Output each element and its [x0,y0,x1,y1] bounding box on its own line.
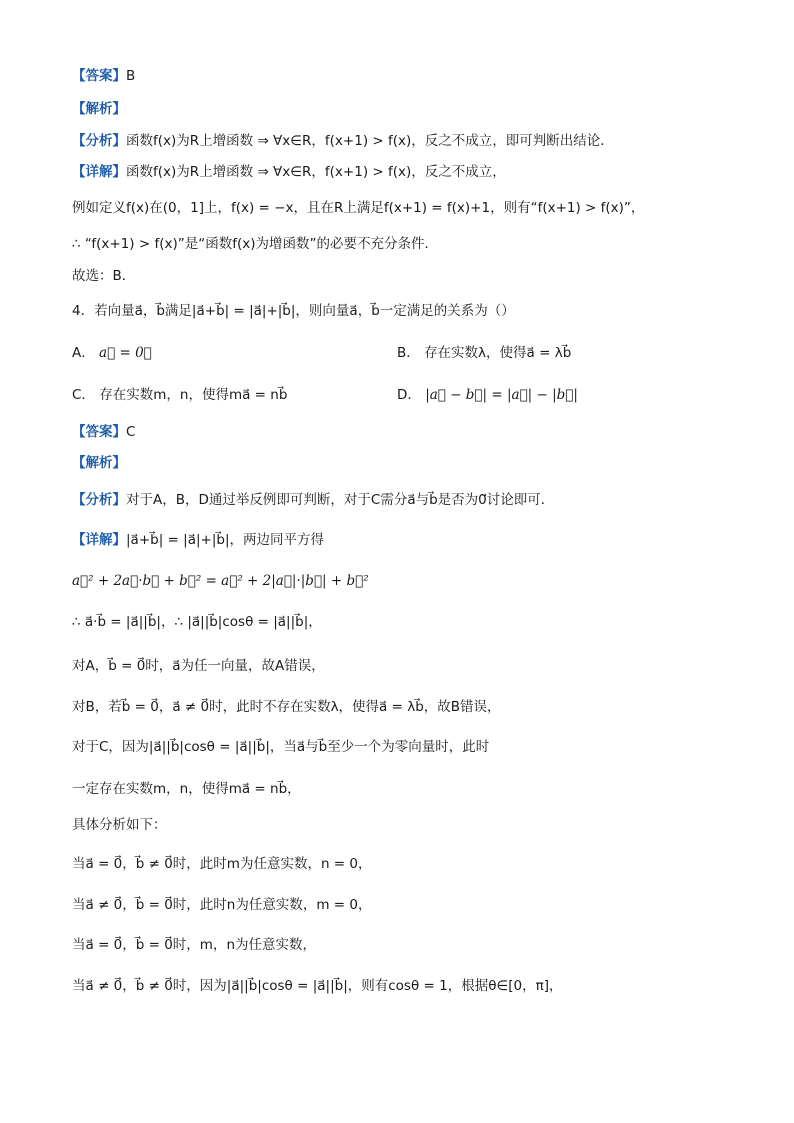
question-stem: 4．若向量a⃗，b⃗满足|a⃗+b⃗| = |a⃗|+|b⃗|，则向量a⃗，b⃗一定满足的关系为（） [72,303,515,319]
answer-text: C [126,424,136,440]
analysis-tag: 【解析】 [72,455,126,471]
brief-analysis-text: 对于A，B，D通过举反例即可判断，对于C需分a⃗与b⃗是否为0⃗讨论即可． [126,492,555,508]
option-text: 存在实数m，n，使得ma⃗ = nb⃗ [99,387,288,403]
option-d [397,385,578,405]
equation-line: a⃗² + 2a⃗·b⃗ + b⃗² = a⃗² + 2|a⃗|·|b⃗| + b⃗² [72,573,369,589]
case-line: 当a⃗ ≠ 0⃗，b⃗ = 0⃗时，此时n为任意实数，m = 0， [72,897,372,913]
answer-line [72,422,135,442]
detail-text: 函数f(x)为R上增函数 ⇒ ∀x∈R，f(x+1) > f(x)，反之不成立， [126,164,506,180]
detail-text: |a⃗+b⃗| = |a⃗|+|b⃗|，两边同平方得 [126,532,324,548]
option-label: B． [397,345,420,361]
option-a [72,343,152,363]
option-b [397,343,571,363]
answer-tag: 【答案】 [72,424,126,440]
brief-analysis-tag: 【分析】 [72,492,126,508]
detail-tag: 【详解】 [72,532,126,548]
answer-text: B [126,68,136,84]
option-label: D． [397,387,421,403]
analysis-heading [72,99,126,119]
option-text: |a⃗ − b⃗| = |a⃗| − |b⃗| [425,387,578,403]
case-line: 当a⃗ = 0⃗，b⃗ = 0⃗时，m，n为任意实数， [72,937,317,953]
detail-text-line: 具体分析如下： [72,817,167,833]
brief-analysis-tag: 【分析】 [72,133,126,149]
detail-text-line: 对B，若b⃗ = 0⃗，a⃗ ≠ 0⃗时，此时不存在实数λ，使得a⃗ = λb⃗，故B错误， [72,699,501,715]
detail-text-line: ∴ “f(x+1) > f(x)”是“函数f(x)为增函数”的必要不充分条件． [72,236,438,252]
brief-analysis-line [72,131,614,151]
analysis-heading [72,453,126,473]
detail-text-line: 对于C，因为|a⃗||b⃗|cosθ = |a⃗||b⃗|，当a⃗与b⃗至少一个为零向量时，此时 [72,739,490,755]
detail-tag: 【详解】 [72,164,126,180]
option-text: 存在实数λ，使得a⃗ = λb⃗ [424,345,572,361]
brief-analysis-line [72,490,554,510]
case-line: 当a⃗ = 0⃗，b⃗ ≠ 0⃗时，此时m为任意实数，n = 0， [72,856,372,872]
detail-line [72,530,324,550]
answer-tag: 【答案】 [72,68,126,84]
detail-text-line: 对A，b⃗ = 0⃗时，a⃗为任一向量，故A错误， [72,658,325,674]
option-text: a⃗ = 0⃗ [99,345,152,361]
detail-text-line: 例如定义f(x)在(0，1]上，f(x) = −x，且在R上满足f(x+1) = f(x)+1，则有“f(x+1) > f(x)”， [72,200,645,216]
conclusion-line: 故选：B． [72,268,136,284]
equation-line: ∴ a⃗·b⃗ = |a⃗||b⃗|，∴ |a⃗||b⃗|cosθ = |a⃗||b⃗|， [72,614,322,630]
option-label: C． [72,387,95,403]
case-line: 当a⃗ ≠ 0⃗，b⃗ ≠ 0⃗时，因为|a⃗||b⃗|cosθ = |a⃗||b⃗|，则有cosθ = 1，根据θ∈[0，π]， [72,978,563,994]
answer-line [72,66,135,86]
detail-line [72,162,506,182]
analysis-tag: 【解析】 [72,101,126,117]
option-c [72,385,287,405]
brief-analysis-text: 函数f(x)为R上增函数 ⇒ ∀x∈R，f(x+1) > f(x)，反之不成立，即可判断出结论． [126,133,614,149]
detail-text-line: 一定存在实数m，n，使得ma⃗ = nb⃗， [72,781,301,797]
option-label: A． [72,345,95,361]
